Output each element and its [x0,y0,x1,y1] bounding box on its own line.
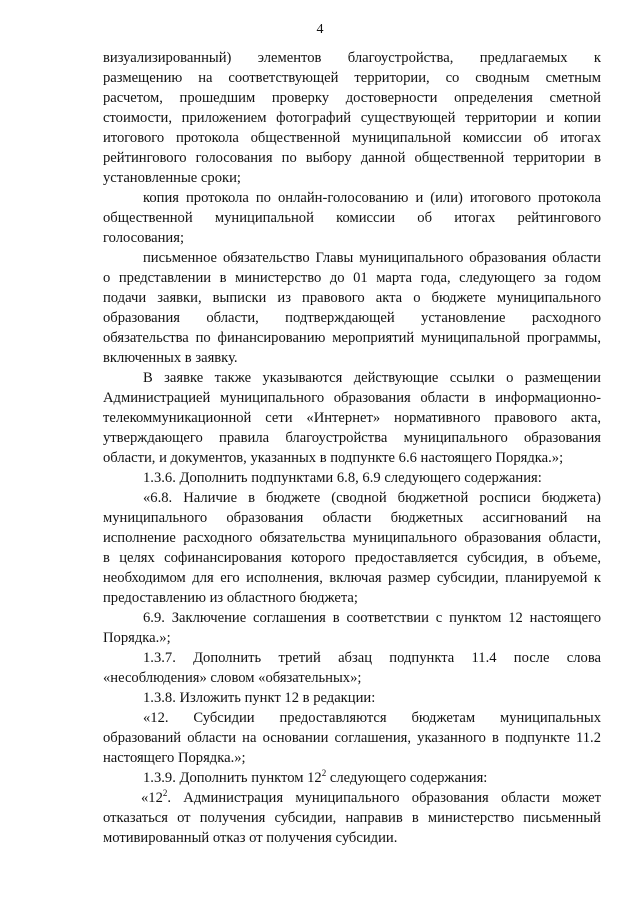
text-line: стоимости, приложением фотографий существующей территории и копии [103,110,601,126]
text-segment: 1.3.9. Дополнить пунктом 12 [143,770,322,786]
text-line: телекоммуникационной сети «Интернет» нормативного правового акта, [103,410,601,426]
text-line: копия протокола по онлайн-голосованию и (или) итогового протокола [143,190,601,206]
text-line: В заявке также указываются действующие ссылки о размещении [143,370,601,386]
document-body [103,48,601,848]
text-line: Администрацией муниципального образования области в информационно- [103,390,601,406]
text-line: предоставлению из областного бюджета; [103,590,358,606]
text-line: голосования; [103,230,185,246]
text-segment: следующего содержания: [326,770,488,786]
text-line: настоящего Порядка.»; [103,750,246,766]
superscript: 2 [321,768,327,779]
text-line: установленные сроки; [103,170,241,186]
text-line: утверждающего правила благоустройства муниципального образования [103,430,601,446]
text-line: в целях софинансирования которого предоставляется субсидия, в объеме, [103,550,601,566]
text-line: исполнение расходного обязательства муниципального образования области, [103,530,601,546]
text-line: общественной муниципальной комиссии об итогах рейтингового [103,210,601,226]
text-segment: . Администрация муниципального образования области может [167,790,601,806]
text-line: отказаться от получения субсидии, направив в министерство письменный [103,810,601,826]
text-line: необходимом для его исполнения, включая размер субсидии, планируемой к [103,570,601,586]
superscript: 2 [162,788,168,799]
text-line: 1.3.7. Дополнить третий абзац подпункта 11.4 после слова [143,650,601,666]
text-line: образования области, подтверждающей установление расходного [103,310,601,326]
text-line: обязательства по финансированию мероприятий муниципальной программы, [103,330,601,346]
text-line: «6.8. Наличие в бюджете (сводной бюджетной росписи бюджета) [143,490,601,506]
page-number: 4 [316,22,324,37]
text-line: «несоблюдения» словом «обязательных»; [103,670,362,686]
text-line: расчетом, прошедшим проверку достоверности определения сметной [103,90,601,106]
text-line: рейтингового голосования по выбору данной общественной территории в [103,150,601,166]
text-line: «12. Субсидии предоставляются бюджетам муниципальных [143,710,601,726]
text-line: Порядка.»; [103,630,171,646]
text-line: подачи заявки, выписки из правового акта о бюджете муниципального [103,290,601,306]
text-line: включенных в заявку. [103,350,238,366]
text-line: муниципального образования области бюджетных ассигнований на [103,510,601,526]
text-line: образований области на основании соглашения, указанного в подпункте 11.2 [103,730,601,746]
text-line: области, и документов, указанных в подпункте 6.6 настоящего Порядка.»; [103,450,564,466]
text-line: 6.9. Заключение соглашения в соответствии с пунктом 12 настоящего [143,610,601,626]
text-line: письменное обязательство Главы муниципального образования области [143,250,601,266]
text-line: итогового протокола общественной муниципальной комиссии об итогах [103,130,601,146]
text-line: о представлении в министерство до 01 марта года, следующего за годом [103,270,601,286]
text-segment: «12 [141,790,163,806]
text-line: 1.3.6. Дополнить подпунктами 6.8, 6.9 следующего содержания: [143,470,542,486]
text-line [103,788,601,808]
text-line: 1.3.8. Изложить пункт 12 в редакции: [143,690,376,706]
text-line: мотивированный отказ от получения субсидии. [103,830,398,846]
text-line: визуализированный) элементов благоустройства, предлагаемых к [103,50,601,66]
text-line [103,768,601,788]
text-line: размещению на соответствующей территории, со сводным сметным [103,70,601,86]
